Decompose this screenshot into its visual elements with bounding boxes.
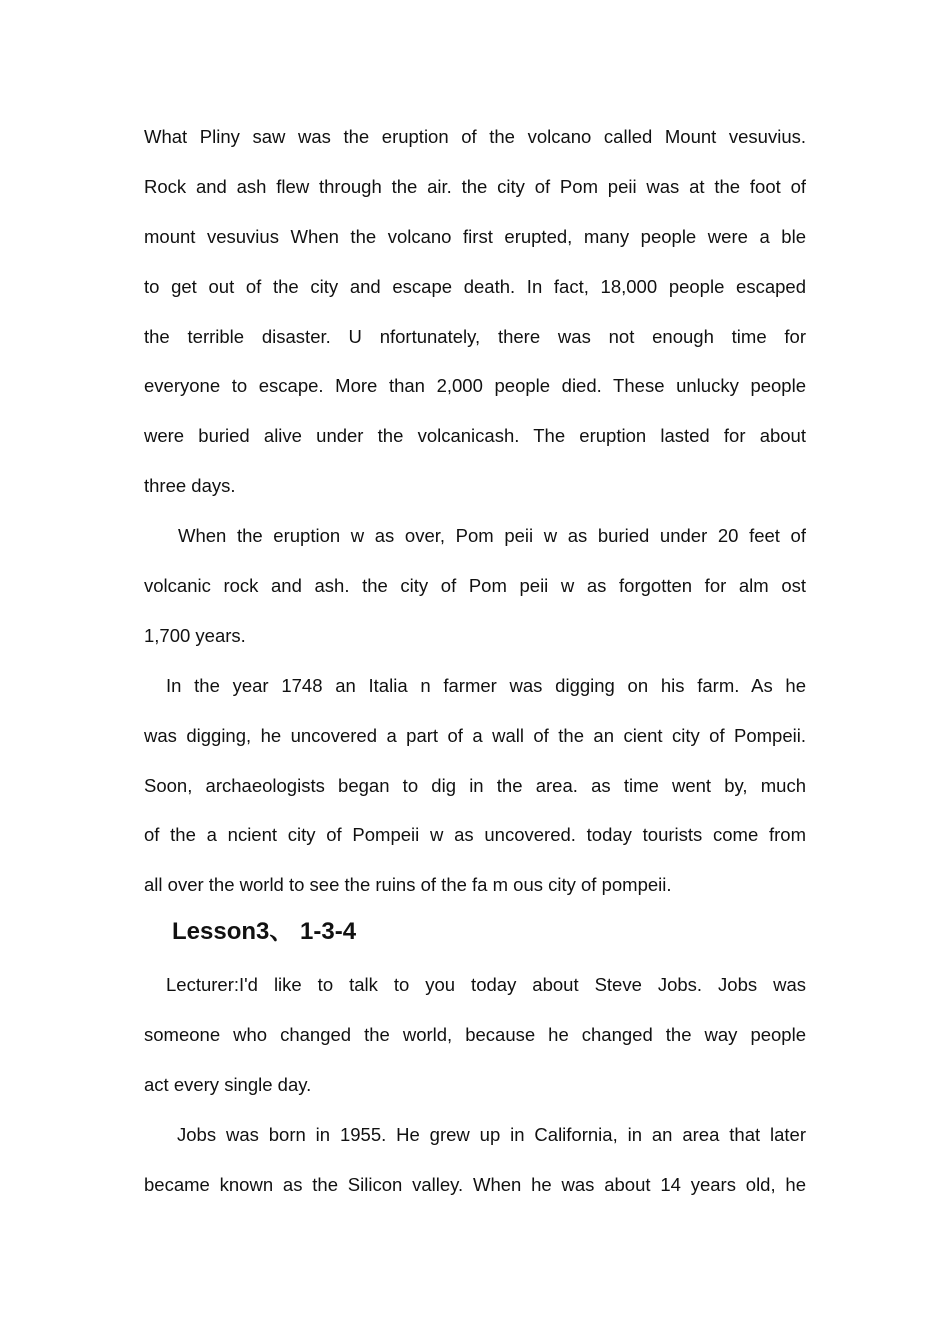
text-line: everyone to escape. More than 2,000 people died. These unlucky people <box>144 375 806 397</box>
text-line: someone who changed the world, because he changed the way people <box>144 1024 806 1046</box>
paragraph-pompeii-buried <box>144 511 806 661</box>
text-line: to get out of the city and escape death. In fact, 18,000 people escaped <box>144 275 806 297</box>
text-line: of the a ncient city of Pompeii w as uncovered. today tourists come from <box>144 824 806 846</box>
lesson-heading: Lesson3、 1-3-4 <box>172 918 357 946</box>
paragraph-jobs-born <box>144 1110 806 1210</box>
text-line: all over the world to see the ruins of the fa m ous city of pompeii. <box>144 874 672 896</box>
text-line: In the year 1748 an Italia n farmer was digging on his farm. As he <box>166 674 806 696</box>
paragraph-lecturer-intro <box>144 960 806 1110</box>
text-line: act every single day. <box>144 1073 312 1095</box>
text-line: volcanic rock and ash. the city of Pom peii w as forgotten for alm ost <box>144 575 806 597</box>
text-line: three days. <box>144 475 236 497</box>
text-line: were buried alive under the volcanicash. The eruption lasted for about <box>144 425 806 447</box>
text-line: mount vesuvius When the volcano first erupted, many people were a ble <box>144 225 806 247</box>
text-line: the terrible disaster. U nfortunately, there was not enough time for <box>144 325 806 347</box>
text-line: 1,700 years. <box>144 624 246 646</box>
text-line: was digging, he uncovered a part of a wall of the an cient city of Pompeii. <box>144 724 806 746</box>
text-line: became known as the Silicon valley. When he was about 14 years old, he <box>144 1173 806 1195</box>
text-line: Rock and ash flew through the air. the city of Pom peii was at the foot of <box>144 175 806 197</box>
text-line: Lecturer:I'd like to talk to you today about Steve Jobs. Jobs was <box>166 974 806 996</box>
document-page <box>144 112 806 1210</box>
paragraph-pompeii-uncovered <box>144 661 806 910</box>
text-line: Soon, archaeologists began to dig in the area. as time went by, much <box>144 774 806 796</box>
text-line: What Pliny saw was the eruption of the volcano called Mount vesuvius. <box>144 126 806 147</box>
text-line: When the eruption w as over, Pom peii w as buried under 20 feet of <box>178 525 806 547</box>
paragraph-pompeii-eruption <box>144 112 806 511</box>
text-line: Jobs was born in 1955. He grew up in California, in an area that later <box>177 1123 806 1145</box>
